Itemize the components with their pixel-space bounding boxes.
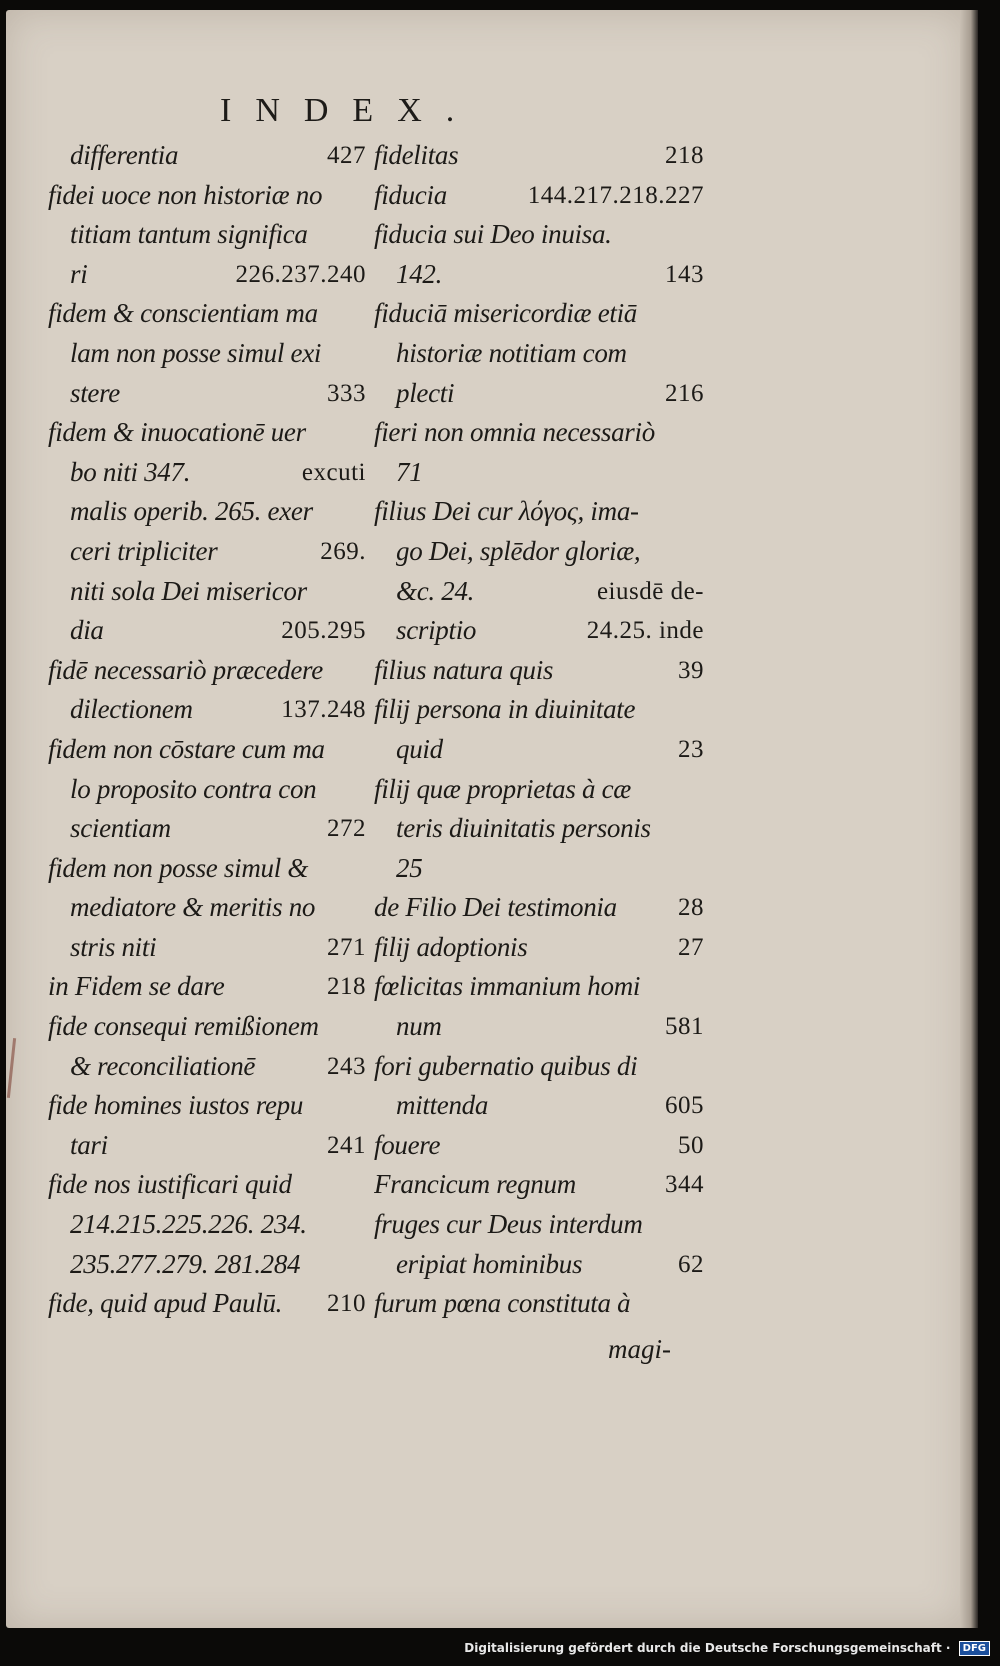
entry-text: mediatore & meritis no (70, 892, 316, 923)
entry-text: fruges cur Deus interdum (374, 1209, 643, 1240)
entry-text: filius Dei cur λόγος, ima- (374, 496, 639, 527)
entry-page-number: 218 (665, 142, 704, 169)
entry-page-number: 241 (327, 1131, 366, 1159)
running-head: INDEX. (220, 92, 479, 129)
entry-page-number: 23 (678, 735, 704, 763)
catchword: magi- (608, 1334, 671, 1364)
entry-text: Francicum regnum (374, 1169, 576, 1200)
index-entry-line (374, 928, 704, 968)
page-edge (960, 10, 978, 1628)
index-entry-line (374, 809, 704, 849)
index-entry-line (374, 967, 704, 1007)
entry-page-number: excuti (301, 458, 366, 486)
index-entry-line (374, 176, 704, 216)
entry-text: 25 (396, 852, 423, 883)
entry-text: go Dei, splēdor gloriæ, (396, 535, 641, 566)
entry-text: lo proposito contra con (70, 773, 317, 804)
index-entry-line (374, 1245, 704, 1285)
index-entry-line (374, 532, 704, 572)
dfg-logo: DFG (959, 1641, 990, 1656)
entry-page-number: eiusdē de- (596, 577, 704, 605)
entry-text: fidē necessariò præcedere (48, 654, 323, 685)
index-entry-line (374, 651, 704, 691)
entry-text: fidei uoce non historiæ no (48, 179, 323, 210)
entry-text: filij adoptionis (374, 931, 528, 962)
index-entry-line (48, 492, 366, 532)
index-entry-line (48, 334, 366, 374)
entry-page-number: 39 (678, 656, 704, 684)
index-entry-line (48, 453, 366, 493)
index-entry-line (374, 849, 704, 889)
index-entry-line (48, 1205, 366, 1245)
index-entry-line (48, 809, 366, 849)
entry-text: in Fidem se dare (48, 971, 225, 1002)
entry-text: fide nos iustificari quid (48, 1169, 292, 1200)
index-entry-line (374, 1205, 704, 1245)
index-entry-line (374, 888, 704, 928)
entry-page-number: 50 (678, 1131, 704, 1159)
index-entry-line (48, 967, 366, 1007)
index-entry-line (48, 849, 366, 889)
entry-page-number: 137.248 (281, 696, 366, 724)
index-entry-line (48, 1047, 366, 1087)
entry-page-number: 62 (678, 1250, 704, 1278)
index-entry-line (374, 374, 704, 414)
index-entry-line (374, 1126, 704, 1166)
entry-text: eripiat hominibus (396, 1248, 583, 1279)
index-entry-line (48, 1245, 366, 1285)
index-entry-line (374, 453, 704, 493)
entry-text: mittenda (396, 1090, 489, 1121)
index-column-left (48, 136, 366, 1324)
entry-text: fidem non cōstare cum ma (48, 733, 325, 764)
entry-text: 235.277.279. 281.284 (70, 1248, 301, 1279)
index-entry-line (48, 176, 366, 216)
index-entry-line (374, 770, 704, 810)
entry-text: fidelitas (374, 140, 459, 170)
entry-text: 71 (396, 456, 423, 487)
entry-text: historiæ notitiam com (396, 337, 627, 368)
entry-page-number: 205.295 (281, 617, 366, 645)
entry-text: ceri tripliciter (70, 535, 218, 566)
index-entry-line (48, 770, 366, 810)
entry-text: plecti (396, 377, 455, 408)
entry-text: quid (396, 733, 443, 764)
index-entry-line (48, 136, 366, 176)
entry-text: 214.215.225.226. 234. (70, 1209, 307, 1240)
credit-text: Digitalisierung gefördert durch die Deutsche Forschungsgemeinschaft (464, 1641, 942, 1655)
entry-text: furum pœna constituta à (374, 1288, 631, 1319)
index-entry-line (374, 1284, 704, 1324)
entry-page-number: 28 (678, 894, 704, 922)
entry-text: num (396, 1011, 442, 1042)
entry-text: 142. (396, 258, 443, 289)
index-entry-line (374, 1047, 704, 1087)
entry-text: fide, quid apud Paulū. (48, 1288, 283, 1319)
index-entry-line (48, 294, 366, 334)
index-entry-line (374, 730, 704, 770)
index-entry-line (48, 928, 366, 968)
index-entry-line (48, 532, 366, 572)
entry-text: fide consequi remißionem (48, 1011, 319, 1042)
index-entry-line (374, 1007, 704, 1047)
entry-page-number: 143 (665, 260, 704, 288)
index-entry-line (48, 1284, 366, 1324)
entry-page-number: 605 (665, 1092, 704, 1120)
index-entry-line (374, 611, 704, 651)
entry-text: filij persona in diuinitate (374, 694, 636, 725)
entry-text: stere (70, 377, 120, 408)
entry-text: stris niti (70, 931, 157, 962)
index-entry-line (48, 611, 366, 651)
entry-text: fidem non posse simul & (48, 852, 309, 883)
entry-text: lam non posse simul exi (70, 337, 322, 368)
entry-text: de Filio Dei testimonia (374, 892, 617, 923)
entry-text: &c. 24. (396, 575, 475, 606)
entry-text: bo niti 347. (70, 456, 191, 487)
index-entry-line (374, 492, 704, 532)
index-entry-line (48, 888, 366, 928)
entry-text: niti sola Dei misericor (70, 575, 307, 606)
entry-text: fiduciā misericordiæ etiā (374, 298, 637, 329)
index-entry-line (48, 255, 366, 295)
entry-page-number: 144.217.218.227 (527, 181, 704, 209)
entry-text: fori gubernatio quibus di (374, 1050, 638, 1081)
index-column-right (374, 136, 704, 1324)
entry-text: fœlicitas immanium homi (374, 971, 641, 1002)
index-entry-line (48, 374, 366, 414)
entry-page-number: 271 (327, 933, 366, 961)
index-entry-line (374, 1086, 704, 1126)
index-entry-line (48, 413, 366, 453)
entry-text: & reconciliationē (70, 1050, 256, 1081)
entry-page-number: 581 (665, 1013, 704, 1041)
entry-page-number: 24.25. inde (586, 617, 704, 645)
entry-text: ri (70, 258, 88, 289)
index-entry-line (48, 572, 366, 612)
entry-page-number: 216 (665, 379, 704, 407)
entry-page-number: 226.237.240 (235, 260, 366, 288)
entry-page-number: 272 (327, 815, 366, 843)
entry-text: filij quæ proprietas à cæ (374, 773, 632, 804)
index-entry-line (374, 413, 704, 453)
entry-text: malis operib. 265. exer (70, 496, 313, 527)
index-entry-line (48, 1126, 366, 1166)
index-entry-line (374, 294, 704, 334)
entry-text: dia (70, 615, 104, 646)
index-entry-line (374, 1165, 704, 1205)
entry-text: filius natura quis (374, 654, 554, 685)
index-entry-line (48, 1007, 366, 1047)
index-entry-line (48, 1086, 366, 1126)
entry-text: scientiam (70, 813, 171, 844)
entry-page-number: 344 (665, 1171, 704, 1199)
entry-text: tari (70, 1129, 108, 1160)
index-entry-line (48, 651, 366, 691)
index-entry-line (48, 730, 366, 770)
entry-text: titiam tantum significa (70, 219, 308, 250)
entry-text: fide homines iustos repu (48, 1090, 304, 1121)
index-entry-line (374, 255, 704, 295)
entry-text: differentia (70, 140, 179, 170)
index-entry-line (374, 690, 704, 730)
entry-page-number: 218 (327, 973, 366, 1001)
index-entry-line (374, 215, 704, 255)
entry-text: fidem & conscientiam ma (48, 298, 318, 329)
index-entry-line (374, 334, 704, 374)
entry-text: fiducia (374, 179, 447, 210)
index-entry-line (374, 136, 704, 176)
entry-text: scriptio (396, 615, 477, 646)
entry-text: fidem & inuocationē uer (48, 417, 306, 448)
entry-page-number: 269. (320, 537, 366, 565)
index-entry-line (48, 690, 366, 730)
entry-page-number: 427 (327, 142, 366, 169)
index-entry-line (374, 572, 704, 612)
entry-page-number: 210 (327, 1290, 366, 1318)
index-entry-line (48, 215, 366, 255)
entry-page-number: 243 (327, 1052, 366, 1080)
entry-text: teris diuinitatis personis (396, 813, 651, 844)
entry-page-number: 333 (327, 379, 366, 407)
digitization-credit: Digitalisierung gefördert durch die Deutsche Forschungsgemeinschaft · DFG (0, 1641, 990, 1656)
entry-text: fieri non omnia necessariò (374, 417, 655, 448)
entry-text: fouere (374, 1129, 441, 1160)
entry-text: fiducia sui Deo inuisa. (374, 219, 612, 250)
entry-text: dilectionem (70, 694, 193, 725)
entry-page-number: 27 (678, 933, 704, 961)
index-entry-line (48, 1165, 366, 1205)
